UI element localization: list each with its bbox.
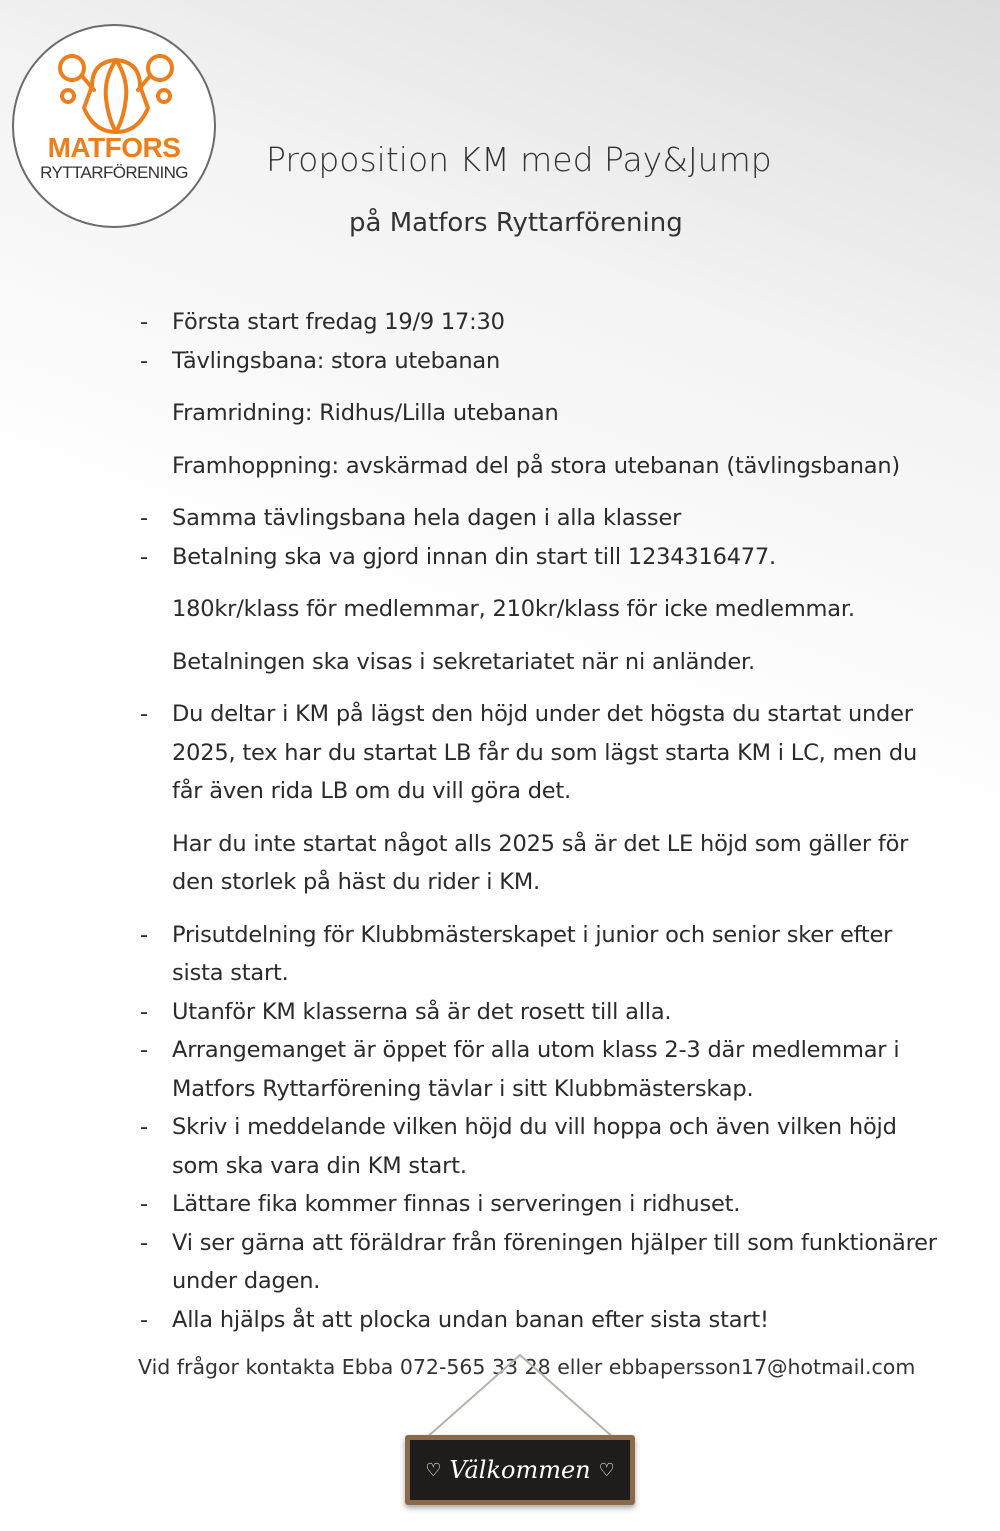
list-item <box>140 916 940 993</box>
item-text: Tävlingsbana: stora utebanan <box>172 347 501 374</box>
bullet-dash: - <box>140 1191 148 1217</box>
horse-head-icon <box>54 48 178 138</box>
list-item <box>140 1301 940 1340</box>
contact-info: Vid frågor kontakta Ebba 072-565 33 28 eller ebbapersson17@hotmail.com <box>138 1355 916 1379</box>
item-text: Första start fredag 19/9 17:30 <box>172 309 505 335</box>
paragraph: Har du inte startat något alls 2025 så är det LE höjd som gäller för den storlek på häst du rider i KM. <box>172 830 909 895</box>
list-item <box>140 1031 940 1108</box>
item-text: Vi ser gärna att föräldrar från föreningen hjälper till som funktionärer under dagen. <box>172 1229 937 1294</box>
welcome-text: Välkommen <box>449 1456 591 1484</box>
item-text: Utanför KM klasserna så är det rosett till alla. <box>172 998 672 1025</box>
paragraph: 180kr/klass för medlemmar, 210kr/klass för icke medlemmar. <box>172 596 855 622</box>
item-text: Prisutdelning för Klubbmästerskapet i junior och senior sker efter sista start. <box>172 921 893 986</box>
heart-icon: ♡ <box>598 1459 615 1481</box>
bullet-dash: - <box>140 1229 148 1256</box>
logo-name: MATFORS <box>47 132 181 163</box>
bullet-dash: - <box>140 347 148 374</box>
hanging-string <box>395 1335 645 1445</box>
bullet-dash: - <box>140 1306 148 1333</box>
list-item <box>140 695 940 811</box>
item-text: Alla hjälps åt att plocka undan banan efter sista start! <box>172 1306 769 1333</box>
club-logo <box>12 24 216 228</box>
paragraph: Framhoppning: avskärmad del på stora utebanan (tävlingsbanan) <box>172 452 901 479</box>
bullet-dash: - <box>140 543 148 570</box>
welcome-sign-graphic <box>395 1335 645 1515</box>
page-title: Proposition KM med Pay&Jump <box>266 140 772 179</box>
logo-subname: RYTTARFÖRENING <box>40 163 188 182</box>
welcome-sign <box>405 1435 635 1505</box>
item-text: Skriv i meddelande vilken höjd du vill hoppa och även vilken höjd som ska vara din KM start. <box>172 1114 897 1179</box>
item-text: Samma tävlingsbana hela dagen i alla klasser <box>172 505 682 531</box>
item-text: Betalning ska va gjord innan din start till 1234316477. <box>172 543 776 570</box>
list-item <box>140 538 940 577</box>
bullet-dash: - <box>140 921 148 948</box>
item-text: Du deltar i KM på lägst den höjd under det högsta du startat under 2025, tex har du startat LB får du som lägst starta KM i LC, men du får även rida LB om du vill göra det. <box>172 701 918 804</box>
list-item <box>140 1224 940 1301</box>
bullet-dash: - <box>140 309 148 335</box>
bullet-dash: - <box>140 505 148 531</box>
list-item <box>140 1185 940 1224</box>
bullet-dash: - <box>140 1037 148 1063</box>
proposition-list <box>140 303 940 1339</box>
bullet-dash: - <box>140 701 148 727</box>
bullet-dash: - <box>140 998 148 1025</box>
list-item <box>140 499 940 538</box>
list-item <box>140 993 940 1032</box>
page-subtitle: på Matfors Ryttarförening <box>349 208 683 238</box>
heart-icon: ♡ <box>425 1459 442 1481</box>
paragraph: Betalningen ska visas i sekretariatet när ni anländer. <box>172 648 755 675</box>
item-text: Arrangemanget är öppet för alla utom klass 2-3 där medlemmar i Matfors Ryttarförening tävlar i sitt Klubbmästerskap. <box>172 1037 900 1102</box>
item-text: Lättare fika kommer finnas i serveringen i ridhuset. <box>172 1191 741 1217</box>
list-item <box>140 303 940 342</box>
paragraph: Framridning: Ridhus/Lilla utebanan <box>172 400 559 426</box>
list-item <box>140 342 940 381</box>
bullet-dash: - <box>140 1114 148 1140</box>
list-item <box>140 1108 940 1185</box>
